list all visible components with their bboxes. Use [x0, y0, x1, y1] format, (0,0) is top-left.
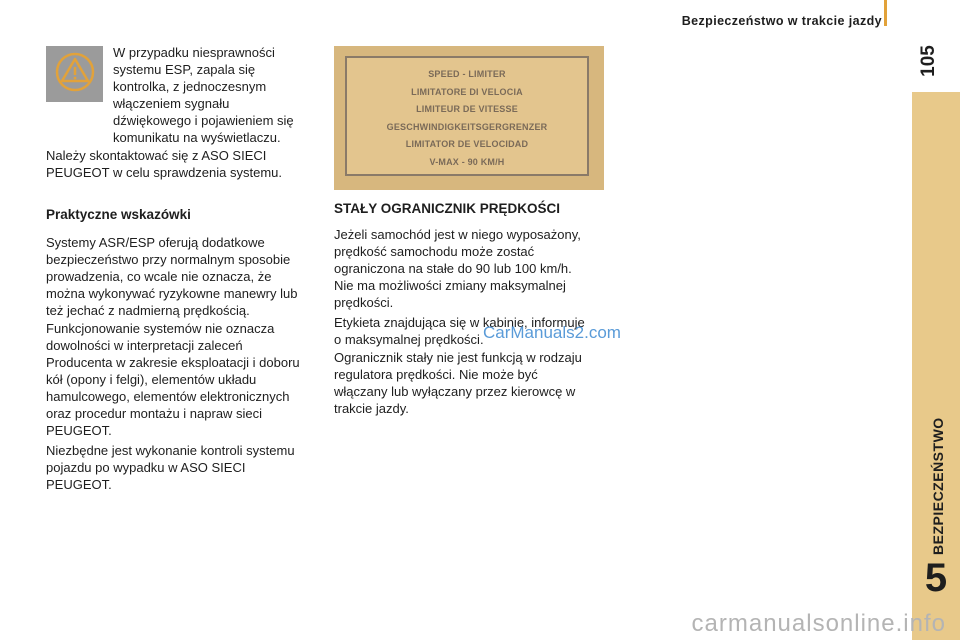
section-label: BEZPIECZEŃSTWO [930, 417, 946, 555]
warning-triangle-icon [53, 50, 97, 99]
text-line: Producenta w zakresie eksploatacji i doboru [46, 355, 300, 370]
text-line: prędkość samochodu może zostać [334, 244, 535, 259]
warning-paragraph [113, 44, 294, 146]
text-line: oraz procedur montażu i napraw sieci [46, 406, 263, 421]
tips-paragraph-2 [46, 320, 300, 439]
label-line: V-MAX - 90 KM/H [429, 156, 505, 167]
limiter-paragraph-1 [334, 226, 581, 311]
tips-paragraph-1 [46, 234, 297, 319]
limiter-paragraph-3 [334, 349, 582, 417]
text-line: Należy skontaktować się z ASO SIECI [46, 148, 267, 163]
label-line: LIMITEUR DE VITESSE [416, 104, 518, 114]
text-line: komunikatu na wyświetlaczu. [113, 130, 281, 145]
text-line: hamulcowego, elementów elektronicznych [46, 389, 290, 404]
text-line: kół (opony i felgi), elementów układu [46, 372, 257, 387]
label-line: GESCHWINDIGKEITSGERGRENZER [386, 121, 548, 132]
warning-indicator [46, 46, 103, 102]
text-line: systemu ESP, zapala się [113, 62, 256, 77]
text-line: można wykonywać ryzykowne manewry lub [46, 286, 298, 301]
text-line: prędkości. [334, 295, 394, 310]
speed-limiter-label-frame [345, 56, 589, 176]
text-line: o maksymalnej prędkości. [334, 332, 484, 347]
text-line: Systemy ASR/ESP oferują dodatkowe [46, 235, 265, 250]
text-line: dźwiękowego i pojawieniem się [113, 113, 294, 128]
contact-paragraph [46, 147, 282, 181]
text-line: bezpieczeństwo przy normalnym sposobie [46, 252, 291, 267]
text-line: PEUGEOT. [46, 423, 112, 438]
text-line: Ogranicznik stały nie jest funkcją w rodzaju [334, 350, 582, 365]
site-watermark: CarManuals2.com [483, 323, 621, 342]
text-line: Etykieta znajdująca się w kabinie, informuje [334, 315, 585, 330]
text-line: włączeniem sygnału [113, 96, 230, 111]
page-header-title: Bezpieczeństwo w trakcie jazdy [681, 14, 882, 28]
text-line: regulatora prędkości. Nie może być [334, 367, 538, 382]
text-line: pojazdu po wypadku w ASO SIECI [46, 460, 246, 475]
text-line: dowolności w interpretacji zaleceń [46, 338, 243, 353]
text-line: ograniczona na stałe do 90 lub 100 km/h. [334, 261, 572, 276]
label-line: LIMITATORE DI VELOCIA [411, 86, 523, 97]
text-line: trakcie jazdy. [334, 401, 409, 416]
text-line: Funkcjonowanie systemów nie oznacza [46, 321, 275, 336]
text-line: kontrolka, z jednoczesnym [113, 79, 267, 94]
chapter-number: 5 [924, 556, 948, 600]
text-line: PEUGEOT w celu sprawdzenia systemu. [46, 165, 283, 180]
text-line: Nie ma możliwości zmiany maksymalnej [334, 278, 566, 293]
text-line: W przypadku niesprawności [113, 45, 275, 60]
label-line: SPEED - LIMITER [428, 69, 506, 79]
text-line: włączany lub wyłączany przez kierowcę w [334, 384, 576, 399]
text-line: Niezbędne jest wykonanie kontroli systemu [46, 443, 295, 458]
footer-watermark: carmanualsonline.info [691, 610, 946, 637]
text-line: Jeżeli samochód jest w niego wyposażony, [334, 227, 581, 242]
page-number: 105 [918, 45, 939, 77]
text-line: też jechać z nadmierną prędkością. [46, 303, 250, 318]
text-line: PEUGEOT. [46, 477, 112, 492]
speed-limiter-label-image [334, 46, 604, 190]
header-accent-line [884, 0, 887, 26]
tips-paragraph-3 [46, 442, 295, 493]
speed-limiter-heading: STAŁY OGRANICZNIK PRĘDKOŚCI [334, 201, 561, 216]
tips-heading: Praktyczne wskazówki [46, 207, 191, 222]
label-line: LIMITATOR DE VELOCIDAD [405, 139, 529, 149]
text-line: prowadzenia, co wcale nie oznacza, że [46, 269, 272, 284]
